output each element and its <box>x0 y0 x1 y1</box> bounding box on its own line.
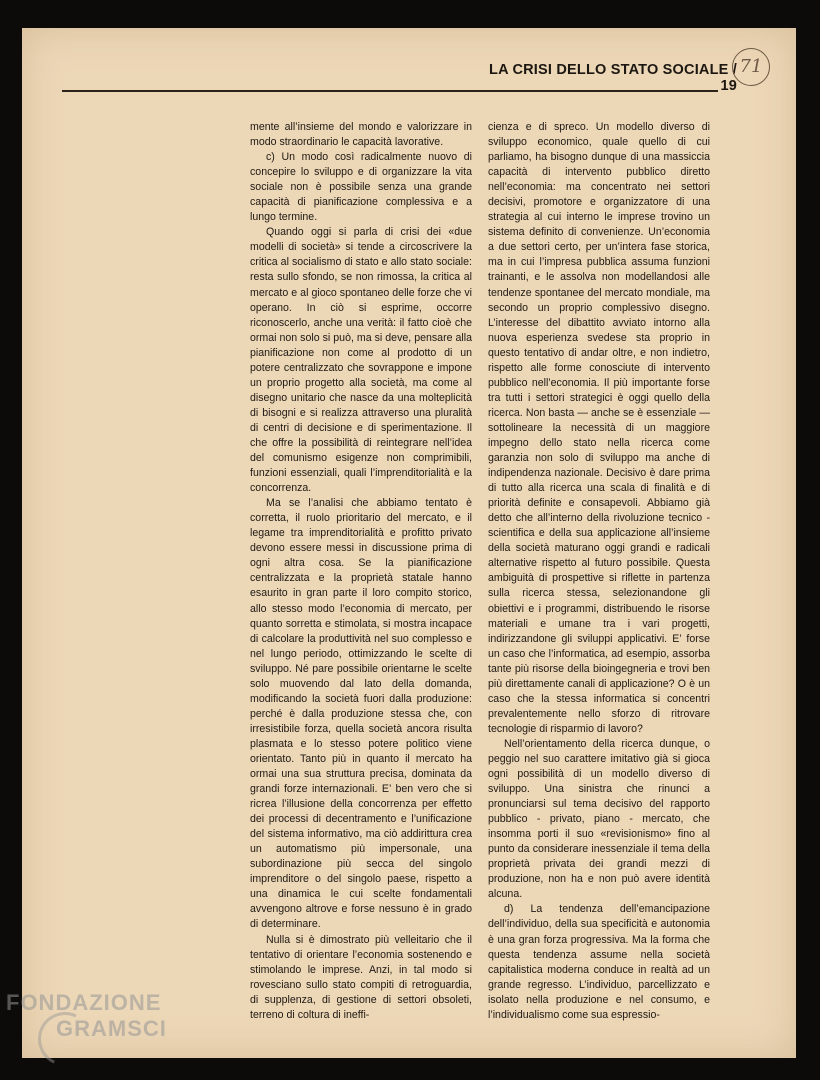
watermark-line-1: FONDAZIONE <box>6 990 162 1015</box>
paragraph: cienza e di spreco. Un modello diverso di sviluppo economico, quale quello di cui parliamo, ha bisogno dunque di una massiccia capacità di intervento pubblico diretto nell’economia: ma concentrato nei settori decisivi, promotore e organizzatore di una strategia al cui interno le imprese trovino un sistema definito di convenienze. Un’economia a due settori certo, per un’intera fase storica, ma in cui l’impresa pubblica assuma funzioni trainanti, e le assolva non modellandosi alle tendenze spontanee del mercato mondiale, ma secondo un proprio complessivo disegno. L’interesse del dibattito avviato intorno alla nuova esperienza svedese sta proprio in questo tentativo di andar oltre, e non indietro, rispetto alle forme conosciute di intervento pubblico nell’economia. Il più importante forse tra tutti i settori strategici è oggi quello della ricerca. Non basta — anche se è essenziale — sottolineare la necessità di un maggiore impegno dello stato nella ricerca come garanzia non solo di sviluppo ma anche di indipendenza nazionale. Decisivo è dare prima di tutto alla ricerca una scala di finalità e di priorità definite e consapevoli. Abbiamo già detto che all’interno della rivoluzione tecnico - scientifica e della sua applicazione all’insieme della società maturano oggi grandi e radicali alternative rispetto al futuro possibile. Questa ambiguità di prospettive si riflette in partenza sulla ricerca stessa, selezionandone gli obiettivi e i programmi, distribuendo le risorse materiali e umane tra i vari progetti, indirizzandone gli sviluppi applicativi. E’ forse un caso che l’informatica, ad esempio, assorba tante più risorse della bioingegneria e trovi ben più direttamente canali di applicazione? O è un caso che la stessa informatica si concentri prevalentemente nello sforzo di ritrovare tecnologie di risparmio di lavoro? <box>488 121 710 735</box>
paragraph: mente all’insieme del mondo e valorizzare in modo straordinario le capacità lavorative. <box>250 121 472 149</box>
handwritten-folio-number: 71 <box>732 48 770 86</box>
archive-watermark <box>6 990 167 1042</box>
right-text-column <box>488 120 710 1023</box>
watermark-line-2: GRAMSCI <box>56 1016 167 1041</box>
header-rule <box>62 90 718 92</box>
paragraph: Nulla si è dimostrato più velleitario che il tentativo di orientare l’economia sostenendo e stimolando le imprese. Anzi, in tal modo si rovesciano sullo stato compiti di retroguardia, di supplenza, di gestione di settori obsoleti, terreno di coltura di ineffi- <box>250 933 472 1021</box>
left-text-column <box>250 120 472 1023</box>
paragraph: d) La tendenza dell’emancipazione dell’individuo, della sua specificità e autonomia è una gran forza progressiva. Ma la forma che questa tendenza assume nella società capitalistica moderna conduce in realtà ad un grande regresso. L’individuo, parcellizzato e isolato nella produzione e nel consumo, e l’individualismo come sua espressio- <box>488 903 710 1021</box>
paragraph: Ma se l’analisi che abbiamo tentato è corretta, il ruolo prioritario del mercato, e il legame tra imprenditorialità e profitto privato devono essere messi in discussione prima di ogni altra cosa. Se la pianificazione centralizzata e la proprietà statale hanno esaurito in gran parte il loro compito storico, allo stesso modo l’economia di mercato, per quanto sorretta e stimolata, si mostra incapace di calcolare la produttività nel suo complesso e nel lungo periodo, ottimizzando le scelte di sviluppo. Né pare possibile orientarne le scelte solo muovendo dal lato della domanda, modificando la società fuori dalla produzione: perché è dalla produzione stessa che, con irresistibile forza, quella società ancora risulta plasmata e lo stesso potere politico viene orientato. Tanto più in quanto il mercato ha ormai una sua struttura precisa, dominata da grandi forze internazionali. E’ ben vero che si ricrea l’illusione della concorrenza per effetto dei processi di decentramento e l’unificazione del sistema informativo, ma ciò addirittura crea un automatismo più impersonale, una subordinazione più secca del singolo imprenditore o del singolo paese, rispetto a una dinamica le cui scelte fondamentali avvengono altrove e forse nessuno è in grado di determinare. <box>250 497 472 931</box>
document-page <box>22 28 796 1058</box>
paragraph: c) Un modo così radicalmente nuovo di concepire lo sviluppo e di organizzare la vita sociale non è possibile senza una grande capacità di pianificazione complessiva e a lungo termine. <box>250 151 472 224</box>
paragraph: Nell’orientamento della ricerca dunque, o peggio nel suo carattere imitativo già si gioca ogni possibilità di un modello diverso di sviluppo. Una sinistra che rinunci a pronunciarsi sul tema decisivo del rapporto pubblico - privato, piano - mercato, che insomma porti il suo «revisionismo» fino al punto da considerare inessenziale il tema della proprietà privata dei grandi mezzi di produzione, non ha e non può avere identità alcuna. <box>488 737 710 901</box>
running-header: LA CRISI DELLO STATO SOCIALE / 19 <box>489 62 737 94</box>
paragraph: Quando oggi si parla di crisi dei «due modelli di società» si tende a circoscrivere la critica al socialismo di stato e allo stato sociale: resta sullo sfondo, se non rimossa, la critica al mercato e al gioco spontaneo delle forze che vi operano. In ciò si esprime, occorre riconoscerlo, anche una verità: il fatto cioè che ormai non solo si può, ma si deve, pensare alla pianificazione non come al prodotto di un potere centralizzato che sovrappone e impone un proprio progetto alla società, ma come al disegno unitario che nasce da una molteplicità di bisogni e si realizza attraverso una pluralità di centri di decisione e di sperimentazione. Il che offre la possibilità di reintegrare nell’idea del comunismo esigenze non comprimibili, funzioni essenziali, quali l’imprenditorialità e la concorrenza. <box>250 226 472 495</box>
